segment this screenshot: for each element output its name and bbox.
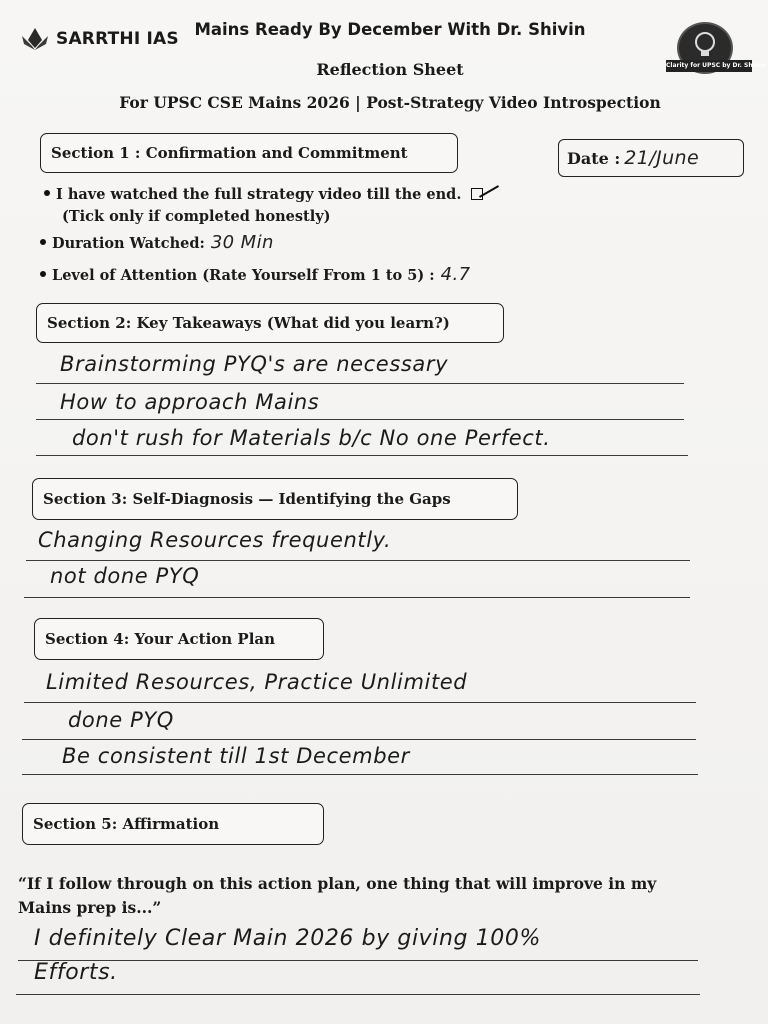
lotus-icon [20,26,50,52]
bullet-dot [40,239,46,245]
attention-value: 4.7 [440,264,471,285]
check-icon [475,178,499,198]
affirmation-line-2: Efforts. [34,960,118,985]
takeaway-line-1: Brainstorming PYQ's are necessary [60,352,449,376]
gap-line-2: not done PYQ [50,564,200,588]
ruled-line [36,419,684,420]
section-3-heading: Section 3: Self-Diagnosis — Identifying the Gaps [32,478,518,520]
ruled-line [36,383,684,384]
affirmation-prompt: “If I follow through on this action plan, one thing that will improve in my Mains prep is...” [18,874,657,917]
affirmation-line-1: I definitely Clear Main 2026 by giving 100% [34,926,541,951]
ruled-line [24,597,690,598]
ruled-line [16,994,700,995]
watched-note: (Tick only if completed honestly) [62,208,331,225]
takeaway-line-2: How to approach Mains [60,390,320,414]
section-5-heading: Section 5: Affirmation [22,803,324,845]
ruled-line [26,560,690,561]
action-line-1: Limited Resources, Practice Unlimited [46,670,468,694]
ruled-line [24,702,696,703]
gap-line-1: Changing Resources frequently. [38,528,392,552]
action-line-3: Be consistent till 1st December [62,744,410,768]
bullet-dot [40,271,46,277]
bullet-watched [44,186,483,203]
bullet-duration [40,232,274,253]
ruled-line [36,455,688,456]
ruled-line [18,960,698,961]
duration-value: 30 Min [210,232,274,253]
date-field [558,139,744,177]
bullet-attention [40,264,470,285]
page-title: Mains Ready By December With Dr. Shivin [194,20,586,39]
brand-badge [666,22,765,78]
sheet-title: Reflection Sheet [316,60,464,79]
watched-checkbox[interactable] [471,188,483,200]
duration-label: Duration Watched: [52,235,205,252]
section-4-heading: Section 4: Your Action Plan [34,618,324,660]
bullet-dot [44,190,50,196]
ruled-line [22,774,698,775]
section-2-heading: Section 2: Key Takeaways (What did you learn?) [36,303,504,343]
sheet-subtitle: For UPSC CSE Mains 2026 | Post-Strategy Video Introspection [119,93,661,112]
action-line-2: done PYQ [68,708,174,732]
date-label: Date : [567,148,621,168]
attention-label: Level of Attention (Rate Yourself From 1 to 5) : [52,267,435,284]
takeaway-line-3: don't rush for Materials b/c No one Perfect. [72,426,551,450]
watched-text: I have watched the full strategy video till the end. [56,186,462,203]
logo-text: SARRTHI IAS [56,29,179,49]
date-value: 21/June [624,147,700,169]
badge-ribbon: Clarity for UPSC by Dr. Shivin [666,60,752,72]
section-1-heading: Section 1 : Confirmation and Commitment [40,133,458,173]
ruled-line [22,739,696,740]
